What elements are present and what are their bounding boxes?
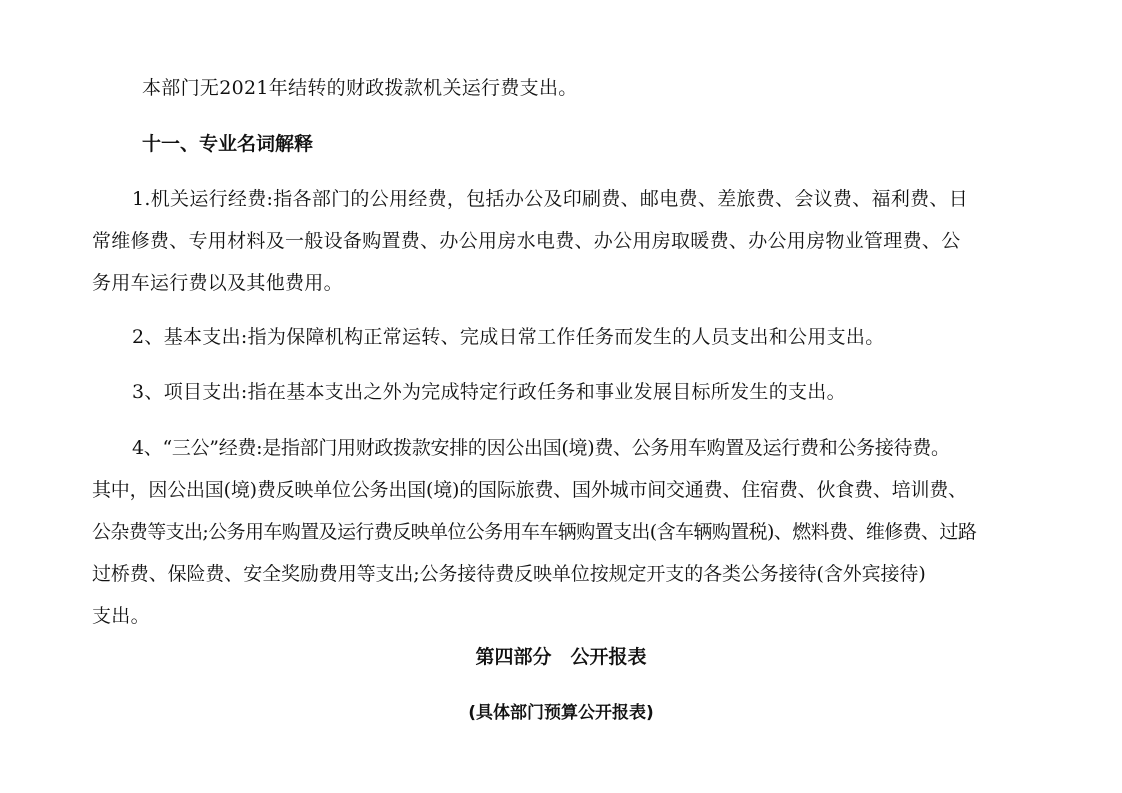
item1-line3: 务用车运行费以及其他费用。 (92, 272, 343, 294)
item1-line2: 常维修费、专用材料及一般设备购置费、办公用房水电费、办公用房取暖费、办公用房物业管理费、公 (92, 230, 961, 252)
item4-line5: 支出。 (92, 605, 150, 627)
intro-paragraph: 本部门无2021年结转的财政拨款机关运行费支出。 (142, 77, 578, 99)
section-heading: 十一、专业名词解释 (142, 133, 314, 155)
item4-line2: 其中，因公出国(境)费反映单位公务出国(境)的国际旅费、国外城市间交通费、住宿费、伙食费、培训费、 (92, 479, 967, 501)
part-subtitle: (具体部门预算公开报表) (468, 703, 654, 723)
part-title: 第四部分 公开报表 (475, 646, 647, 668)
item4-line4: 过桥费、保险费、安全奖励费用等支出;公务接待费反映单位按规定开支的各类公务接待(含外宾接待) (92, 563, 926, 585)
item2-paragraph: 2、基本支出:指为保障机构正常运转、完成日常工作任务而发生的人员支出和公用支出。 (132, 326, 885, 348)
item1-line1: 1.机关运行经费:指各部门的公用经费，包括办公及印刷费、邮电费、差旅费、会议费、福利费、日 (132, 188, 969, 210)
item3-paragraph: 3、项目支出:指在基本支出之外为完成特定行政任务和事业发展目标所发生的支出。 (132, 381, 846, 403)
item4-line3: 公杂费等支出;公务用车购置及运行费反映单位公务用车车辆购置支出(含车辆购置税)、燃料费、维修费、过路 (92, 521, 977, 543)
item4-line1: 4、“三公”经费:是指部门用财政拨款安排的因公出国(境)费、公务用车购置及运行费和公务接待费。 (132, 437, 950, 459)
